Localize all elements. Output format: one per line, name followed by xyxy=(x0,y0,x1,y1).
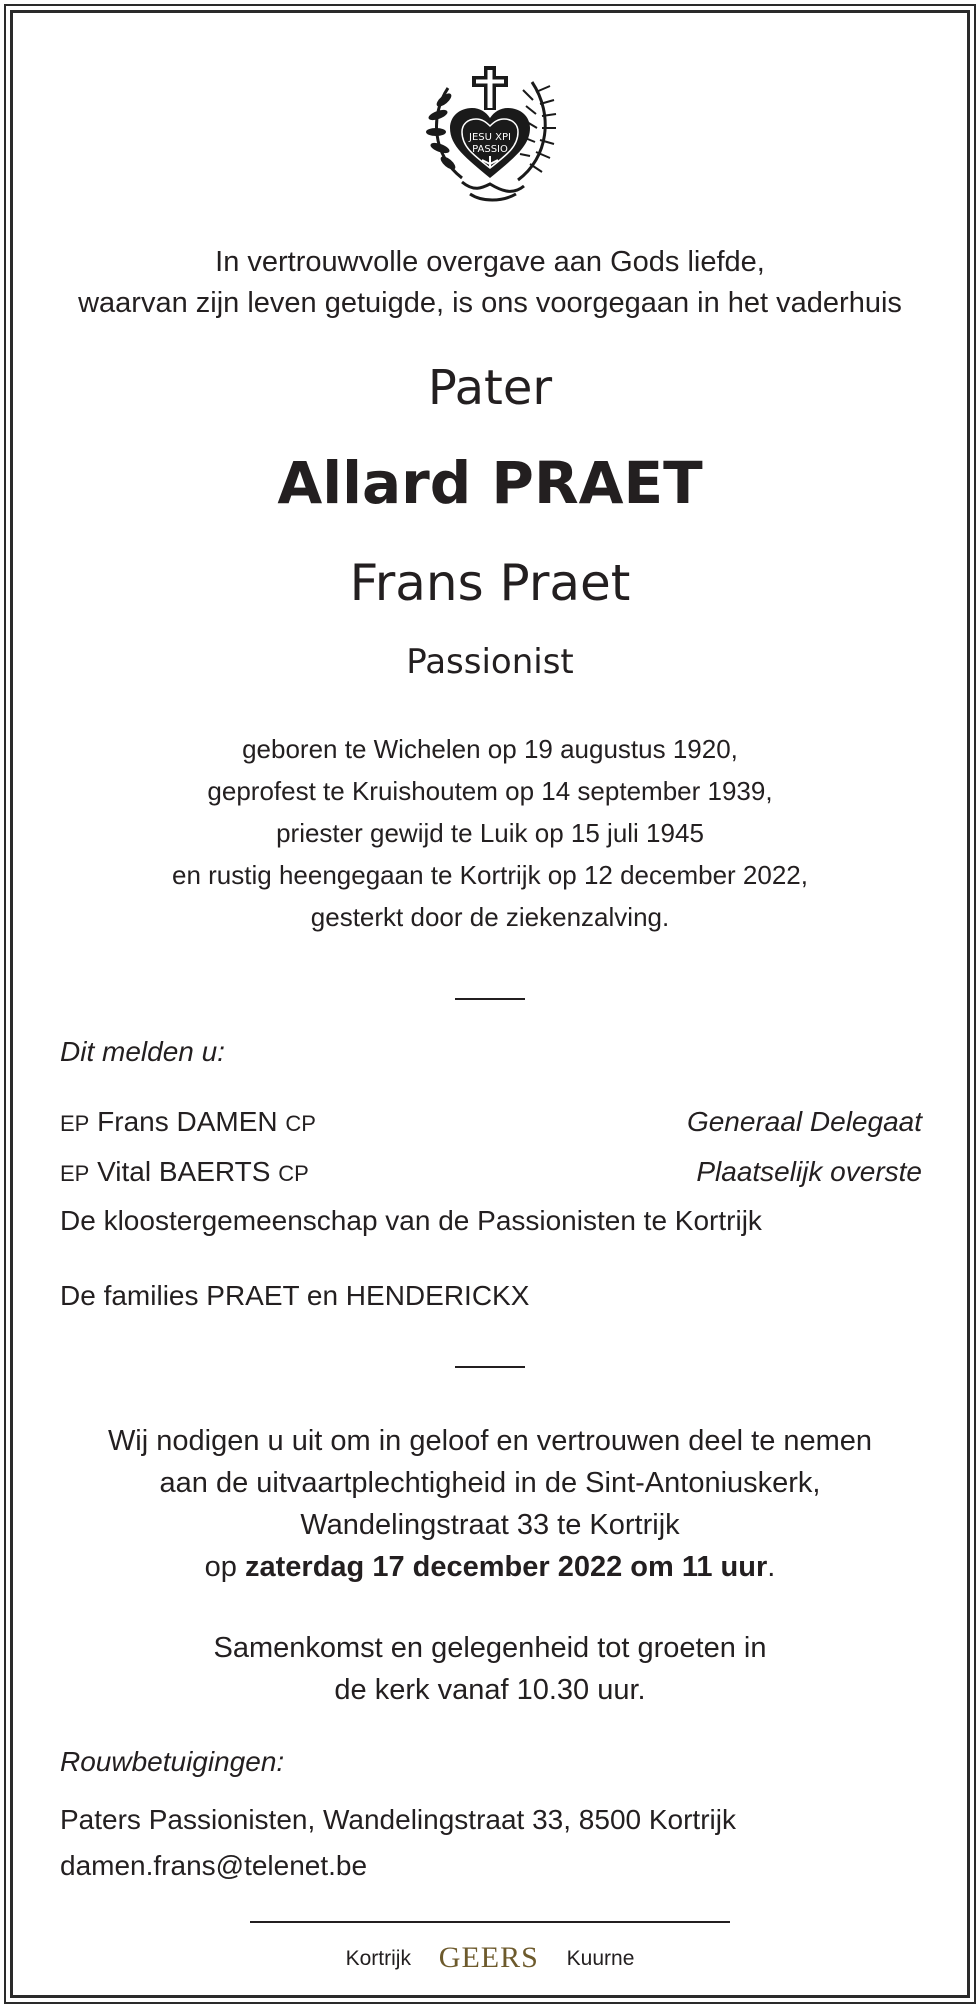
gathering-line: Samenkomst en gelegenheid tot groeten in xyxy=(213,1632,767,1664)
invitation-line: Wij nodigen u uit om in geloof en vertrouwen deel te nemen xyxy=(107,1425,873,1457)
funeral-date: zaterdag 17 december 2022 om 11 uur xyxy=(245,1551,768,1583)
announcer-row xyxy=(60,1152,922,1192)
condolences-address: Paters Passionisten, Wandelingstraat 33, 8500 Kortrijk xyxy=(60,1804,736,1835)
announcer-suffix: CP xyxy=(278,1161,309,1186)
families: De families PRAET en HENDERICKX xyxy=(60,1280,530,1311)
announcer-prefix: EP xyxy=(60,1111,90,1136)
announcer-name: Frans DAMEN xyxy=(97,1106,278,1137)
date-suffix: . xyxy=(767,1551,776,1583)
biography xyxy=(0,728,980,938)
announcer-suffix: CP xyxy=(285,1111,316,1136)
divider xyxy=(455,998,525,1000)
invitation-line: aan de uitvaartplechtigheid in de Sint-Antoniuskerk, xyxy=(159,1467,821,1499)
passionist-emblem-icon xyxy=(420,60,560,206)
condolences-email[interactable]: damen.frans@telenet.be xyxy=(60,1850,368,1881)
community: De kloostergemeenschap van de Passionisten te Kortrijk xyxy=(60,1205,762,1236)
footer-rule xyxy=(250,1921,730,1923)
deceased-order: Passionist xyxy=(406,642,574,682)
gathering-line: de kerk vanaf 10.30 uur. xyxy=(334,1674,646,1706)
footer xyxy=(0,1943,980,1974)
footer-location-left: Kortrijk xyxy=(345,1947,411,1970)
svg-text:JESU XPI: JESU XPI xyxy=(469,132,511,143)
svg-text:PASSIO: PASSIO xyxy=(472,144,508,155)
bio-line: geprofest te Kruishoutem op 14 september 1939, xyxy=(207,776,773,806)
date-prefix: op xyxy=(204,1551,245,1583)
funeral-home-logo: GEERS xyxy=(438,1941,539,1974)
bio-line: priester gewijd te Luik op 15 juli 1945 xyxy=(276,818,704,848)
bio-line: en rustig heengegaan te Kortrijk op 12 december 2022, xyxy=(172,860,808,890)
announcer-row xyxy=(60,1102,922,1142)
intro-text xyxy=(0,242,980,324)
intro-line: In vertrouwvolle overgave aan Gods liefde, xyxy=(215,246,765,278)
invitation xyxy=(0,1420,980,1588)
intro-line: waarvan zijn leven getuigde, is ons voorgegaan in het vaderhuis xyxy=(78,287,902,319)
invitation-date-line xyxy=(0,1546,980,1588)
deceased-name: Allard PRAET xyxy=(277,449,703,517)
bio-line: geboren te Wichelen op 19 augustus 1920, xyxy=(242,734,738,764)
bio-line: gesterkt door de ziekenzalving. xyxy=(310,902,670,932)
announcer-title: Generaal Delegaat xyxy=(686,1106,922,1137)
announcer-title: Plaatselijk overste xyxy=(696,1156,922,1187)
announcer-prefix: EP xyxy=(60,1161,90,1186)
footer-location-right: Kuurne xyxy=(566,1947,635,1970)
announcer-name: Vital BAERTS xyxy=(97,1156,271,1187)
invitation-line: Wandelingstraat 33 te Kortrijk xyxy=(300,1509,680,1541)
divider xyxy=(455,1366,525,1368)
gathering xyxy=(0,1627,980,1711)
announcement-heading: Dit melden u: xyxy=(60,1036,225,1067)
deceased-title: Pater xyxy=(427,360,553,416)
condolences-heading: Rouwbetuigingen: xyxy=(60,1746,285,1777)
deceased-civil-name: Frans Praet xyxy=(349,554,631,612)
